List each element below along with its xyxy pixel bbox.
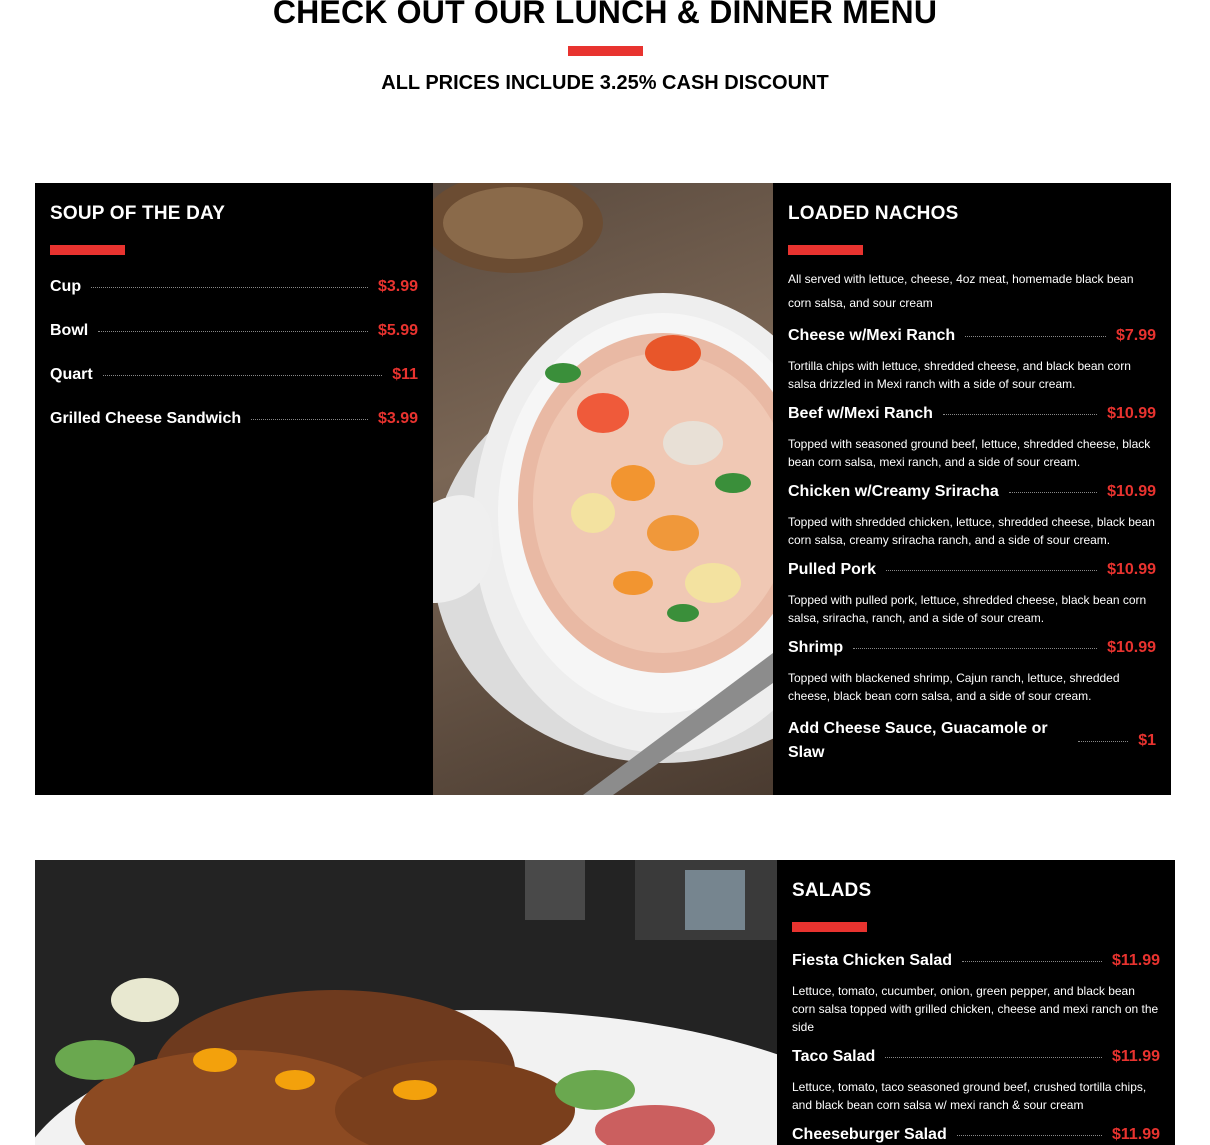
salad-photo: [35, 860, 777, 1145]
item-price: $11.99: [1111, 1048, 1160, 1065]
menu-item-addon: [788, 717, 1156, 765]
item-name: Add Cheese Sauce, Guacamole or Slaw: [788, 720, 1048, 761]
item-price: $7.99: [1115, 327, 1156, 344]
soup-illustration: [433, 183, 773, 795]
soup-title: SOUP OF THE DAY: [50, 203, 226, 224]
salads-title: SALADS: [792, 880, 872, 901]
item-name: Chicken w/Creamy Sriracha: [788, 483, 999, 500]
item-description: Lettuce, tomato, taco seasoned ground beef, crushed tortilla chips, and black bean corn salsa w/ mexi ranch & sour cream: [792, 1080, 1147, 1112]
item-description: Topped with pulled pork, lettuce, shredded cheese, black bean corn salsa, sriracha, ranch, and a side of sour cream.: [788, 593, 1147, 625]
dotted-leader: [853, 648, 1097, 649]
title-accent-bar: [568, 46, 643, 56]
item-name: Fiesta Chicken Salad: [792, 952, 953, 969]
dotted-leader: [885, 1057, 1102, 1058]
page-title: CHECK OUT OUR LUNCH & DINNER MENU: [272, 0, 938, 30]
item-name: Taco Salad: [792, 1048, 876, 1065]
menu-item: [788, 561, 1156, 579]
soup-bowl-photo: [433, 183, 773, 795]
item-name: Cup: [50, 278, 82, 295]
item-price: $1: [1138, 732, 1156, 749]
item-price: $3.99: [377, 278, 418, 295]
item-name: Shrimp: [788, 639, 844, 656]
menu-item: [50, 265, 418, 309]
dotted-leader: [251, 419, 368, 420]
menu-item: [50, 353, 418, 397]
soup-panel: [35, 183, 433, 795]
item-description: Lettuce, tomato, cucumber, onion, green pepper, and black bean corn salsa topped with grilled chicken, cheese and mexi ranch on the side: [792, 984, 1159, 1034]
item-price: $10.99: [1107, 483, 1156, 500]
salads-accent-bar: [792, 922, 867, 932]
item-name: Quart: [50, 366, 93, 383]
nachos-title: LOADED NACHOS: [788, 203, 959, 224]
dotted-leader: [103, 375, 383, 376]
nachos-intro: All served with lettuce, cheese, 4oz meat, homemade black bean corn salsa, and sour cream: [788, 272, 1134, 310]
dotted-leader: [91, 287, 368, 288]
item-description: Topped with seasoned ground beef, lettuce, shredded cheese, black bean corn salsa, mexi ranch, and a side of sour cream.: [788, 437, 1151, 469]
item-price: $11.99: [1111, 952, 1160, 969]
menu-item: [788, 483, 1156, 501]
item-price: $11.99: [1111, 1126, 1160, 1143]
salads-panel: [777, 860, 1175, 1145]
menu-item: [788, 327, 1156, 345]
soup-accent-bar: [50, 245, 125, 255]
item-name: Beef w/Mexi Ranch: [788, 405, 933, 422]
nachos-panel: [773, 183, 1171, 795]
dotted-leader: [1009, 492, 1097, 493]
dotted-leader: [886, 570, 1097, 571]
dotted-leader: [1078, 741, 1128, 742]
dotted-leader: [98, 331, 368, 332]
page-subtitle: ALL PRICES INCLUDE 3.25% CASH DISCOUNT: [381, 72, 829, 94]
item-description: Topped with blackened shrimp, Cajun ranch, lettuce, shredded cheese, black bean corn salsa, and a side of sour cream.: [788, 671, 1120, 703]
item-price: $3.99: [377, 410, 418, 427]
item-name: Grilled Cheese Sandwich: [50, 410, 242, 427]
dotted-leader: [957, 1135, 1102, 1136]
dotted-leader: [965, 336, 1106, 337]
item-description: Tortilla chips with lettuce, shredded cheese, and black bean corn salsa drizzled in Mexi ranch with a side of sour cream.: [788, 359, 1131, 391]
item-price: $10.99: [1107, 639, 1156, 656]
item-name: Cheese w/Mexi Ranch: [788, 327, 956, 344]
menu-item: [50, 397, 418, 441]
item-name: Cheeseburger Salad: [792, 1126, 947, 1143]
menu-item: [788, 405, 1156, 423]
menu-item: [50, 309, 418, 353]
item-description: Topped with shredded chicken, lettuce, shredded cheese, black bean corn salsa, creamy sriracha ranch, and a side of sour cream.: [788, 515, 1155, 547]
item-price: $10.99: [1107, 561, 1156, 578]
dotted-leader: [962, 961, 1102, 962]
salad-illustration: [35, 860, 777, 1145]
menu-item: [792, 1126, 1160, 1144]
item-price: $10.99: [1107, 405, 1156, 422]
item-price: $11: [392, 366, 418, 383]
menu-item: [792, 952, 1160, 970]
item-name: Pulled Pork: [788, 561, 877, 578]
nachos-accent-bar: [788, 245, 863, 255]
item-name: Bowl: [50, 322, 89, 339]
item-price: $5.99: [377, 322, 418, 339]
menu-item: [788, 639, 1156, 657]
menu-item: [792, 1048, 1160, 1066]
dotted-leader: [943, 414, 1097, 415]
